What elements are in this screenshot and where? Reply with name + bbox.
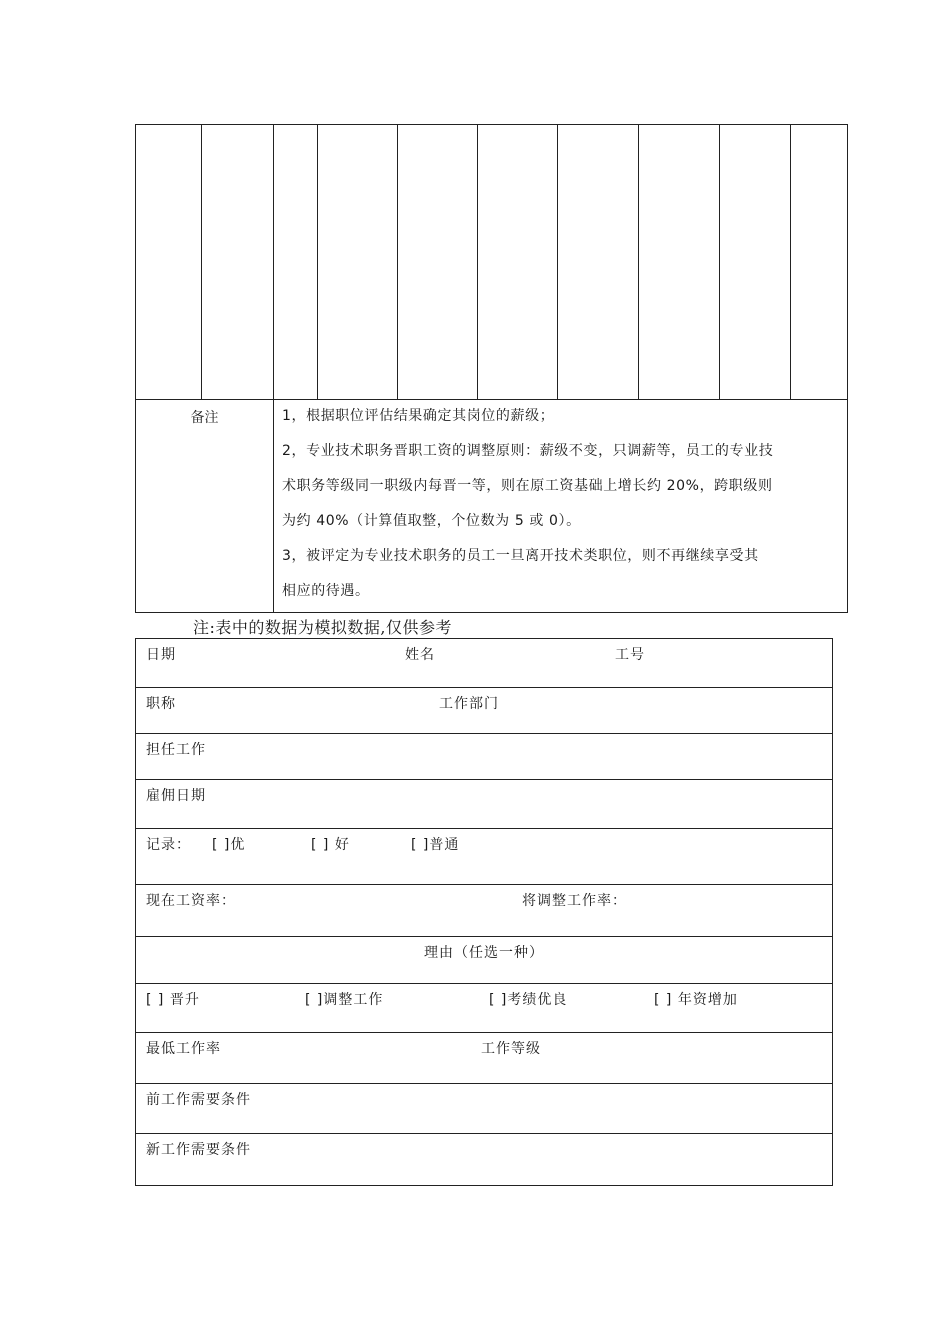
reason-heading: 理由（任选一种） — [424, 945, 544, 961]
grade-label: 工作等级 — [481, 1041, 541, 1057]
form-row-position — [136, 734, 832, 780]
form-row-prev-requirements — [136, 1084, 832, 1134]
record-option-average[interactable]: [ ]普通 — [411, 837, 460, 853]
grid-col-divider — [557, 125, 558, 399]
grid-col-divider — [397, 125, 398, 399]
name-label: 姓名 — [405, 647, 435, 663]
position-label: 担任工作 — [146, 742, 206, 758]
new-requirements-label: 新工作需要条件 — [146, 1142, 251, 1158]
remark-line: 1，根据职位评估结果确定其岗位的薪级； — [282, 408, 555, 424]
data-disclaimer-note: 注:表中的数据为模拟数据,仅供参考 — [193, 618, 452, 637]
grid-col-divider — [638, 125, 639, 399]
department-label: 工作部门 — [439, 696, 499, 712]
grid-col-divider — [477, 125, 478, 399]
record-option-good[interactable]: [ ] 好 — [311, 837, 350, 853]
remark-line: 相应的待遇。 — [282, 583, 370, 599]
remark-text — [282, 399, 837, 609]
min-rate-label: 最低工作率 — [146, 1041, 221, 1057]
form-row-basic-info — [136, 639, 832, 688]
remark-line: 2，专业技术职务晋职工资的调整原则：薪级不变，只调薪等，员工的专业技 — [282, 443, 774, 459]
remark-label: 备注 — [190, 410, 219, 426]
form-row-reasons — [136, 984, 832, 1033]
remark-line: 3，被评定为专业技术职务的员工一旦离开技术类职位，则不再继续享受其 — [282, 548, 759, 564]
salary-adjustment-form — [135, 638, 833, 1186]
form-row-reason-heading — [136, 937, 832, 984]
reason-seniority[interactable]: [ ] 年资增加 — [654, 992, 738, 1008]
form-row-min-rate — [136, 1033, 832, 1084]
remark-line: 术职务等级同一职级内每晋一等，则在原工资基础上增长约 20%，跨职级则 — [282, 478, 773, 494]
form-row-hire-date — [136, 780, 832, 829]
record-option-excellent[interactable]: [ ]优 — [212, 837, 246, 853]
hire-date-label: 雇佣日期 — [146, 788, 206, 804]
form-row-wage-rate — [136, 885, 832, 937]
reason-promotion[interactable]: [ ] 晋升 — [146, 992, 200, 1008]
prev-requirements-label: 前工作需要条件 — [146, 1092, 251, 1108]
title-label: 职称 — [146, 696, 176, 712]
form-row-record — [136, 829, 832, 885]
date-label: 日期 — [146, 647, 176, 663]
grid-col-divider — [790, 125, 791, 399]
reason-job-change[interactable]: [ ]调整工作 — [305, 992, 384, 1008]
remark-line: 为约 40%（计算值取整，个位数为 5 或 0）。 — [282, 513, 581, 529]
grid-col-divider — [273, 125, 274, 613]
grid-col-divider — [201, 125, 202, 399]
salary-grid-table — [135, 124, 848, 613]
adjusted-rate-label: 将调整工作率： — [522, 893, 627, 909]
form-row-title-dept — [136, 688, 832, 734]
employee-no-label: 工号 — [615, 647, 645, 663]
form-row-new-requirements — [136, 1134, 832, 1185]
record-label: 记录： — [146, 837, 191, 853]
current-rate-label: 现在工资率： — [146, 893, 236, 909]
grid-col-divider — [317, 125, 318, 399]
grid-col-divider — [719, 125, 720, 399]
reason-good-performance[interactable]: [ ]考绩优良 — [489, 992, 568, 1008]
